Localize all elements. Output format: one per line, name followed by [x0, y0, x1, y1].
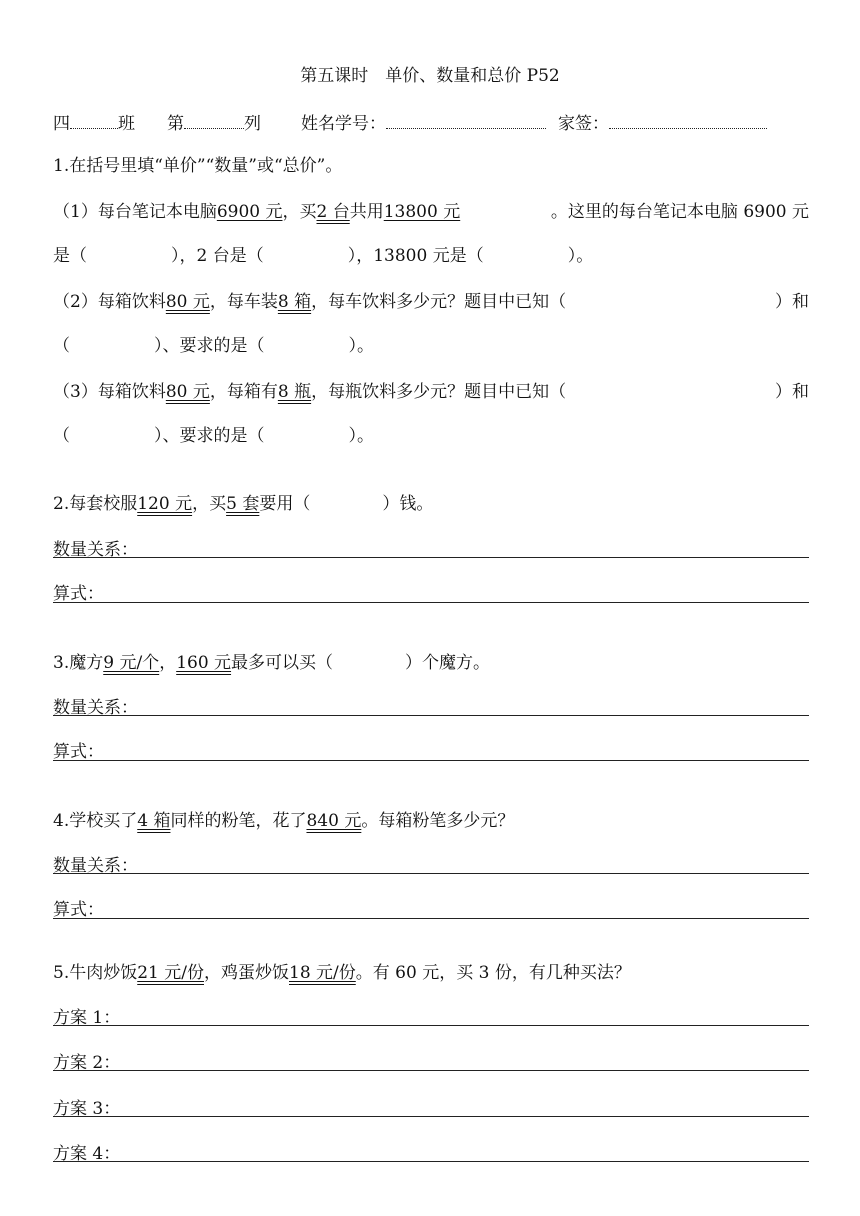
q5-prompt: 5.牛肉炒饭21 元/份，鸡蛋炒饭18 元/份。有 60 元，买 3 份，有几种买法？ [53, 963, 631, 983]
q2-relation-line[interactable] [53, 557, 809, 558]
name-label: 姓名学号： [301, 114, 386, 134]
sign-blank[interactable] [609, 111, 767, 129]
row-prefix: 第 [167, 114, 184, 134]
sign-label: 家签： [558, 114, 609, 134]
q1-s3-line1: （3）每箱饮料80 元，每箱有8 瓶，每瓶饮料多少元？题目中已知（ ）和 [53, 382, 809, 402]
q1-s3-price: 80 元 [165, 382, 210, 402]
q1-s3-line2: （ ）、要求的是（ ）。 [53, 426, 374, 446]
name-blank[interactable] [386, 111, 546, 129]
q3-formula-line[interactable] [53, 760, 809, 761]
q2-relation-label: 数量关系： [53, 540, 138, 560]
q4-quantity: 4 箱 [137, 811, 171, 831]
q1-prompt: 1.在括号里填“单价”“数量”或“总价”。 [53, 156, 343, 176]
q1-s1-price: 6900 元 [216, 202, 283, 222]
q5-plan-4-label: 方案 4： [53, 1144, 121, 1164]
page-title: 第五课时 单价、数量和总价 P52 [300, 66, 560, 86]
q4-formula-label: 算式： [53, 900, 104, 920]
grade-label: 四 [53, 114, 70, 134]
q1-s2-quantity: 8 箱 [277, 292, 312, 312]
row-label: 列 [244, 114, 261, 134]
q2-prompt: 2.每套校服120 元，买5 套要用（ ）钱。 [53, 494, 434, 514]
q5-plan-1-label: 方案 1： [53, 1008, 121, 1028]
q1-s1-line1: （1）每台笔记本电脑6900 元，买2 台共用13800 元 。这里的每台笔记本电脑 6900 元 [53, 202, 809, 222]
q2-formula-label: 算式： [53, 584, 104, 604]
row-blank[interactable] [184, 111, 244, 129]
q2-price: 120 元 [137, 494, 193, 514]
q1-s2-line1: （2）每箱饮料80 元，每车装8 箱，每车饮料多少元？题目中已知（ ）和 [53, 292, 809, 312]
q5-egg-price: 18 元/份 [289, 963, 356, 983]
q1-s2-line2: （ ）、要求的是（ ）。 [53, 336, 374, 356]
q1-s1-total: 13800 元 [383, 202, 461, 222]
q5-plan-2-line[interactable] [53, 1070, 809, 1071]
q3-relation-label: 数量关系： [53, 698, 138, 718]
q5-plan-4-line[interactable] [53, 1161, 809, 1162]
q5-plan-2-label: 方案 2： [53, 1053, 121, 1073]
class-label: 班 [118, 114, 135, 134]
q3-relation-line[interactable] [53, 715, 809, 716]
q5-beef-price: 21 元/份 [137, 963, 204, 983]
q4-relation-line[interactable] [53, 873, 809, 874]
q5-plan-3-label: 方案 3： [53, 1099, 121, 1119]
q4-prompt: 4.学校买了4 箱同样的粉笔，花了840 元。每箱粉笔多少元？ [53, 811, 515, 831]
q2-quantity: 5 套 [226, 494, 260, 514]
q4-formula-line[interactable] [53, 918, 809, 919]
q5-plan-3-line[interactable] [53, 1116, 809, 1117]
q2-formula-line[interactable] [53, 602, 809, 603]
q3-formula-label: 算式： [53, 742, 104, 762]
q1-s1-line2: 是（ ），2 台是（ ），13800 元是（ ）。 [53, 246, 594, 266]
q5-plan-1-line[interactable] [53, 1025, 809, 1026]
student-info-line [53, 111, 809, 136]
q4-total: 840 元 [306, 811, 362, 831]
class-blank[interactable] [70, 111, 118, 129]
q3-total: 160 元 [176, 653, 232, 673]
q3-price: 9 元/个 [103, 653, 160, 673]
q4-relation-label: 数量关系： [53, 856, 138, 876]
q3-prompt: 3.魔方9 元/个，160 元最多可以买（ ）个魔方。 [53, 653, 491, 673]
q1-s2-price: 80 元 [165, 292, 210, 312]
q1-s3-quantity: 8 瓶 [277, 382, 312, 402]
q1-s1-quantity: 2 台 [316, 202, 350, 222]
